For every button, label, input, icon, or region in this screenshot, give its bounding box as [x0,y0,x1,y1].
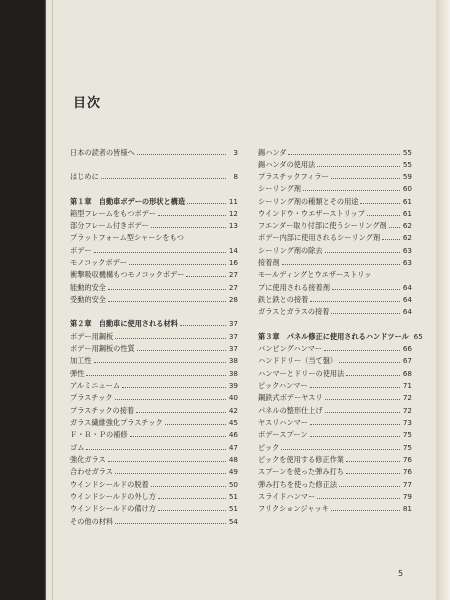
toc-page-number: 50 [228,480,238,489]
toc-entry-title: フリクションジャッキ [258,504,329,513]
toc-entry-row [70,356,238,366]
toc-entry-row [258,258,412,268]
toc-entry-title: ハンドドリー（当て盤） [258,356,338,365]
toc-entry-row [258,160,412,170]
toc-entry-row [70,406,238,416]
toc-entry-row [70,221,238,231]
toc-page-number: 76 [402,455,412,464]
toc-page-number: 37 [228,332,238,341]
toc-entry-row [70,369,238,379]
toc-entry-row [70,233,238,243]
dot-leader [108,461,226,462]
toc-page-number: 51 [228,492,238,501]
toc-entry-row [258,455,412,465]
toc-entry-row [70,246,238,256]
toc-entry-row [258,283,412,293]
toc-entry-row [258,233,412,243]
toc-page-number: 8 [233,172,238,181]
toc-entry-title: ガラス繊維強化プラスチック [70,418,163,427]
dot-leader [115,523,226,524]
toc-page-number: 66 [402,344,412,353]
toc-entry-row [258,148,412,158]
dot-leader [86,375,226,376]
toc-page-number: 65 [413,332,423,341]
toc-entry-title: ボデースプーン [258,430,308,439]
toc-page-number: 39 [228,381,238,390]
dot-leader [310,387,400,388]
toc-page-number: 72 [402,406,412,415]
dot-leader [122,387,226,388]
toc-entry-row [258,295,412,305]
dot-leader [158,498,226,499]
book-spine [436,0,450,600]
dot-leader [115,399,226,400]
toc-page-number: 12 [228,209,238,218]
toc-entry-title: プラットフォーム型シャーシをもつ [70,233,184,242]
dot-leader [310,424,400,425]
toc-entry-row [70,148,238,158]
toc-entry-title: 弾み打ちを使った修正法 [258,480,338,489]
toc-entry-title: ウインドシールドの外し方 [70,492,156,501]
toc-page-number: 55 [402,148,412,157]
toc-entry-row [70,455,238,465]
toc-entry-row [70,381,238,391]
toc-page-number: 3 [233,148,238,157]
toc-page-number: 38 [228,369,238,378]
dot-leader [389,227,400,228]
dot-leader [115,338,226,339]
toc-entry-title: 日本の読者の皆様へ [70,148,135,157]
dot-leader [108,301,226,302]
toc-entry-title: 錫ハンダの使用法 [258,160,316,169]
page-edge-line [52,0,53,600]
dot-leader [180,325,226,326]
toc-page-number: 72 [402,393,412,402]
toc-entry-title: ボデー内部に使用されるシーリング剤 [258,233,381,242]
toc-entry-title: 第３章 パネル修正に使用されるハンドツール [258,332,409,341]
toc-page-number: 16 [228,258,238,267]
dot-leader [310,436,400,437]
dot-leader [303,190,400,191]
toc-entry-title: 強化ガラス [70,455,106,464]
toc-entry-title: パネルの整形仕上げ [258,406,323,415]
dot-leader [346,461,400,462]
toc-entry-row [70,443,238,453]
toc-entry-title: ボデー用鋼板 [70,332,114,341]
toc-entry-title: 錫ハンダ [258,148,287,157]
dot-leader [331,313,400,314]
toc-entry-title: モノコックボデー [70,258,127,267]
toc-entry-title: シーリング剤の除去 [258,246,323,255]
dot-leader [339,486,400,487]
toc-entry-title: バンピングハンマー [258,344,323,353]
toc-entry-row [258,418,412,428]
dot-leader [288,154,400,155]
toc-entry-title: 箱型フレームをもつボデー [70,209,156,218]
toc-entry-row [70,283,238,293]
toc-page-number: 54 [228,517,238,526]
toc-page-number: 77 [402,480,412,489]
toc-entry-title: ピック [258,443,280,452]
toc-entry-title: 接着剤 [258,258,280,267]
toc-entry-title: ハンマーとドリーの使用法 [258,369,345,378]
toc-page-number: 55 [402,160,412,169]
toc-entry-row [70,492,238,502]
dot-leader [186,276,226,277]
dot-leader [346,473,400,474]
toc-entry-row [258,344,412,354]
toc-entry-title: はじめに [70,172,99,181]
toc-page-number: 45 [228,418,238,427]
dot-leader [281,449,400,450]
toc-page-number: 63 [402,258,412,267]
toc-entry-row [70,258,238,268]
toc-entry-row [70,480,238,490]
toc-entry-row [258,381,412,391]
toc-entry-title: フエンダー取り付部に使うシーリング剤 [258,221,387,230]
dot-leader [129,264,226,265]
toc-page-number: 76 [402,467,412,476]
toc-entry-title: スライドハンマー [258,492,316,501]
dot-leader [86,449,226,450]
toc-entry-row [258,504,412,514]
toc-entry-title: 鉄と鉄との接着 [258,295,309,304]
toc-entry-title: 合わせガラス [70,467,113,476]
toc-entry-title: ボデー用鋼板の性質 [70,344,135,353]
toc-page-number: 68 [402,369,412,378]
toc-entry-row [258,430,412,440]
toc-entry-row [258,184,412,194]
toc-entry-title: その他の材料 [70,517,114,526]
toc-entry-title: 能動的安全 [70,283,106,292]
toc-page-number: 40 [228,393,238,402]
dot-leader [94,362,226,363]
toc-chapter-row [258,332,423,342]
dot-leader [325,399,400,400]
toc-page-number: 61 [402,197,412,206]
toc-entry-title: 受動的安全 [70,295,106,304]
dot-leader [324,350,400,351]
toc-page-number: 11 [228,197,238,206]
page-title: 目次 [73,96,102,111]
dot-leader [282,264,400,265]
toc-entry-row [70,504,238,514]
toc-chapter-row [70,319,238,329]
toc-entry-title: ピックハンマー [258,381,308,390]
page-number: 5 [398,569,404,578]
toc-entry-title: ガラスとガラスの接着 [258,307,330,316]
toc-page-number: 73 [402,418,412,427]
dot-leader [137,154,226,155]
toc-entry-title: 衝撃吸収機構もつモノコックボデー [70,270,185,279]
toc-page-number: 64 [402,307,412,316]
toc-page-number: 64 [402,295,412,304]
toc-entry-row [70,172,238,182]
toc-entry-row [70,467,238,477]
toc-page-number: 42 [228,406,238,415]
toc-entry-title: ゴム [70,443,85,452]
toc-entry-row [258,356,412,366]
toc-entry-row [258,246,412,256]
dot-leader [317,166,400,167]
toc-page-number: 28 [228,295,238,304]
toc-entry-title: 加工性 [70,356,92,365]
toc-entry-row [258,480,412,490]
toc-entry-row [258,393,412,403]
toc-entry-row [258,443,412,453]
toc-entry-row [258,406,412,416]
toc-entry-row [70,430,238,440]
dot-leader [332,289,400,290]
dot-leader [325,412,400,413]
toc-page-number: 38 [228,356,238,365]
dot-leader [101,178,226,179]
dot-leader [360,203,400,204]
toc-page-number: 47 [228,443,238,452]
toc-entry-row [258,209,412,219]
toc-entry-row [70,418,238,428]
toc-entry-row [258,369,412,379]
toc-page-number: 46 [228,430,238,439]
dot-leader [187,203,226,204]
toc-entry-row [70,344,238,354]
toc-entry-row [258,270,412,280]
toc-entry-title: ウインドウ・ウエザーストリップ [258,209,365,218]
toc-entry-title: ウインドシールドの備け方 [70,504,156,513]
toc-entry-row [258,172,412,182]
toc-page-number: 13 [228,221,238,230]
toc-entry-title: 第２章 自動車に使用される材料 [70,319,178,328]
toc-entry-title: プラスチックの接着 [70,406,135,415]
dot-leader [317,498,400,499]
toc-page-number: 60 [402,184,412,193]
toc-entry-title: シーリング剤 [258,184,301,193]
toc-page-number: 75 [402,430,412,439]
dot-leader [158,215,226,216]
toc-entry-row [70,332,238,342]
toc-page-number: 79 [402,492,412,501]
dot-leader [339,362,400,363]
toc-entry-title: スプーンを使った弾み打ち [258,467,344,476]
dot-leader [331,510,400,511]
dot-leader [137,350,226,351]
dot-leader [151,486,226,487]
dot-leader [158,510,226,511]
toc-page-number: 49 [228,467,238,476]
toc-page-number: 75 [402,443,412,452]
toc-page-number: 62 [402,221,412,230]
toc-entry-title: 弾性 [70,369,85,378]
toc-entry-title: モールディングとウエザーストリッ [258,270,372,279]
toc-entry-title: ピックを使用する修正作業 [258,455,344,464]
toc-entry-title: プラスチックフィラー [258,172,329,181]
toc-chapter-row [70,197,238,207]
toc-entry-row [258,221,412,231]
dot-leader [151,227,226,228]
toc-entry-row [258,307,412,317]
toc-page-number: 27 [228,283,238,292]
toc-entry-row [70,295,238,305]
dot-leader [94,252,226,253]
toc-entry-row [70,209,238,219]
toc-entry-title: シーリング剤の種類とその用途 [258,197,359,206]
toc-entry-title: アルミニューム [70,381,121,390]
dot-leader [367,215,400,216]
toc-entry-row [258,467,412,477]
toc-page-number: 51 [228,504,238,513]
toc-entry-row [70,393,238,403]
dot-leader [382,239,400,240]
toc-page-number: 27 [228,270,238,279]
toc-page-number: 67 [402,356,412,365]
dot-leader [108,289,226,290]
toc-entry-row [258,197,412,207]
toc-entry-row [70,270,238,280]
dot-leader [136,412,226,413]
toc-page-number: 81 [402,504,412,513]
toc-entry-title: ヤスリハンマー [258,418,308,427]
toc-page-number: 62 [402,233,412,242]
dot-leader [165,424,226,425]
toc-entry-title: ボデー [70,246,92,255]
toc-entry-title: 第１章 自動車ボデーの形状と構造 [70,197,186,206]
dot-leader [325,252,400,253]
toc-page-number: 37 [228,344,238,353]
toc-page-number: 14 [228,246,238,255]
toc-page-number: 63 [402,246,412,255]
toc-page-number: 61 [402,209,412,218]
toc-page-number: 64 [402,283,412,292]
toc-page-number: 71 [402,381,412,390]
toc-entry-title: プに使用される接着剤 [258,283,330,292]
toc-entry-title: ウインドシールドの脱着 [70,480,149,489]
dot-leader [331,178,400,179]
toc-entry-title: プラスチック [70,393,113,402]
dot-leader [130,436,226,437]
toc-page-number: 48 [228,455,238,464]
toc-entry-title: 部分フレーム付きボデー [70,221,149,230]
toc-entry-title: 鋼鉄式ボデーヤスリ [258,393,323,402]
toc-page-number: 59 [402,172,412,181]
toc-entry-row [258,492,412,502]
toc-entry-row [70,517,238,527]
toc-page-number: 37 [228,319,238,328]
dot-leader [310,301,400,302]
dot-leader [115,473,226,474]
dot-leader [346,375,400,376]
toc-entry-title: Ｆ・Ｒ・Ｐの補修 [70,430,128,439]
